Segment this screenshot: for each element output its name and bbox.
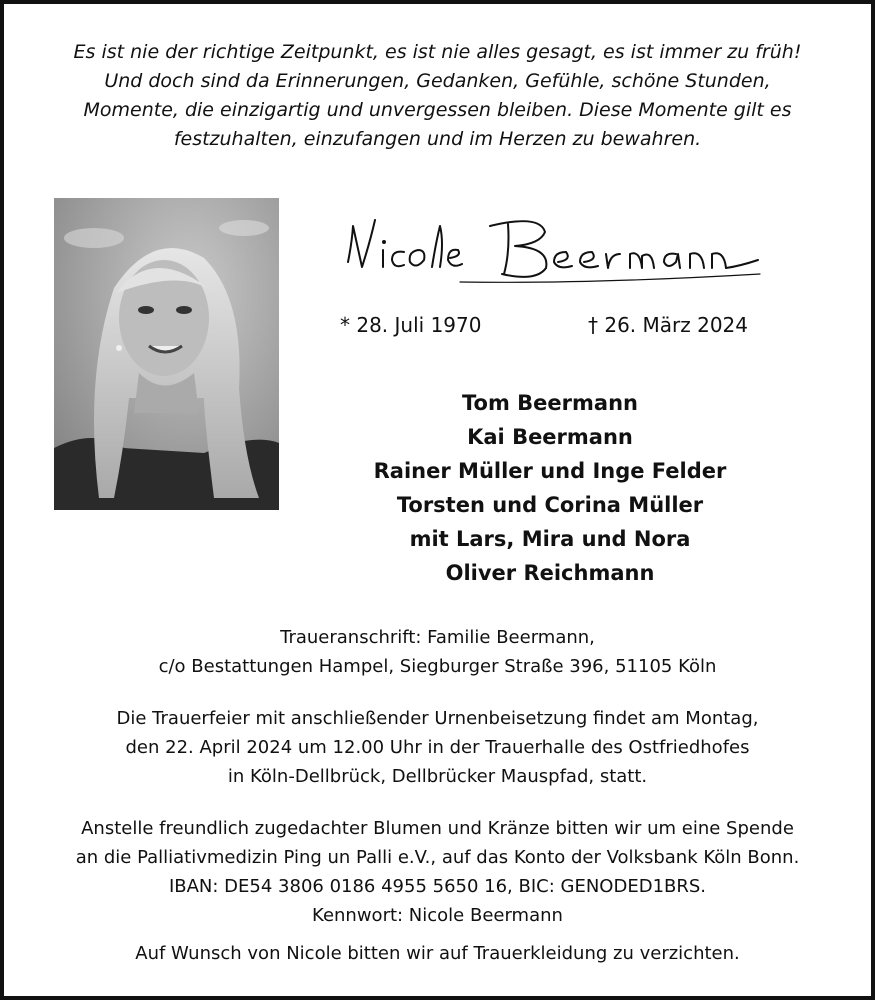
ceremony-info <box>20 704 855 791</box>
closing-note: Auf Wunsch von Nicole bitten wir auf Trauerkleidung zu verzichten. <box>135 943 740 964</box>
donation-line: IBAN: DE54 3806 0186 4955 5650 16, BIC: GENODED1BRS. <box>168 876 707 897</box>
mourner-name: Kai Beermann <box>467 425 633 449</box>
donation-line: an die Palliativmedizin Ping un Palli e.V., auf das Konto der Volksbank Köln Bonn. <box>75 847 800 868</box>
signature-drawing <box>340 212 770 302</box>
signature <box>340 212 770 302</box>
portrait-photo <box>54 198 279 510</box>
address-line: c/o Bestattungen Hampel, Siegburger Straße 396, 51105 Köln <box>158 656 717 677</box>
mourner-name: Torsten und Corina Müller <box>396 493 704 517</box>
donation-line: Kennwort: Nicole Beermann <box>312 905 563 926</box>
quote-line: Momente, die einzigartig und unvergessen bleiben. Diese Momente gilt es <box>83 99 792 121</box>
ceremony-line: Die Trauerfeier mit anschließender Urnenbeisetzung findet am Montag, <box>116 708 759 729</box>
mourner-name: Tom Beermann <box>462 391 638 415</box>
birth-date: * 28. Juli 1970 <box>340 313 482 337</box>
mourner-name: Rainer Müller und Inge Felder <box>373 459 727 483</box>
quote-line: Es ist nie der richtige Zeitpunkt, es ist nie alles gesagt, es ist immer zu früh! <box>73 41 802 63</box>
ceremony-line: den 22. April 2024 um 12.00 Uhr in der Trauerhalle des Ostfriedhofes <box>125 737 750 758</box>
ceremony-line: in Köln-Dellbrück, Dellbrücker Mauspfad, statt. <box>227 766 648 787</box>
quote-line: Und doch sind da Erinnerungen, Gedanken, Gefühle, schöne Stunden, <box>104 70 771 92</box>
death-date: † 26. März 2024 <box>588 313 749 337</box>
donation-line: Anstelle freundlich zugedachter Blumen und Kränze bitten wir um eine Spende <box>81 818 794 839</box>
portrait-image <box>54 198 279 510</box>
quote-line: festzuhalten, einzufangen und im Herzen zu bewahren. <box>173 128 702 150</box>
mourner-name: mit Lars, Mira und Nora <box>409 527 691 551</box>
donation-info <box>20 814 855 930</box>
mourning-address <box>20 623 855 681</box>
mourners-list <box>300 386 800 590</box>
mourner-name: Oliver Reichmann <box>445 561 655 585</box>
memorial-quote <box>40 38 835 154</box>
address-line: Traueranschrift: Familie Beermann, <box>280 627 595 648</box>
